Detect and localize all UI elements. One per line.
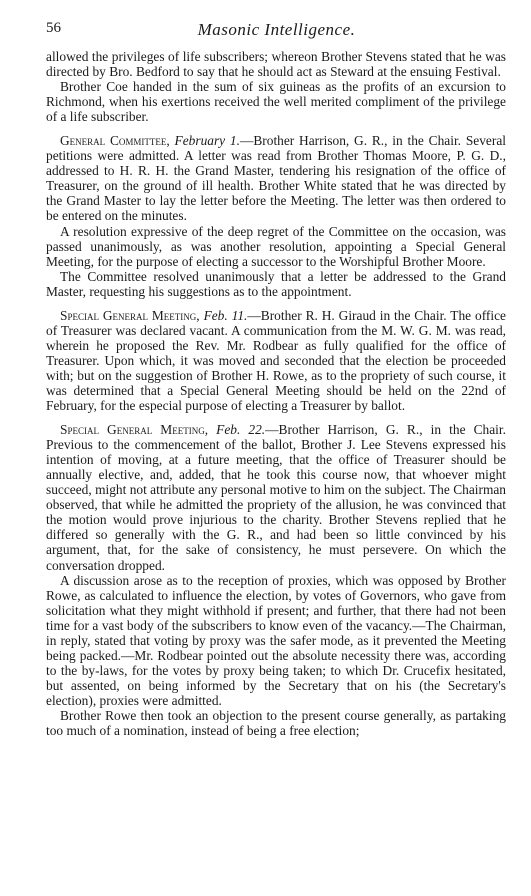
paragraph-text: —Brother Harrison, G. R., in the Chair. Several petitions were admitted. A letter was read from Brother Thomas Moore, P. G. D., addressed to H. R. H. the Grand Master, tendering his resignation of the office of Treasurer, on the ground of ill health. Brother White stated that he was directed by the Grand Master to lay the letter before the Meeting. The letter was then ordered to be entered on the minutes. [46,133,506,224]
paragraph-text: A resolution expressive of the deep regret of the Committee on the occasion, was passed unanimously, as was another resolution, appointing a Special General Meeting, for the purpose of electing a successor to the Worshipful Brother Moore. [46,223,506,269]
paragraph-text: A discussion arose as to the reception of proxies, which was opposed by Brother Rowe, as calculated to influence the election, by votes of Governors, who gave from solicitation what they might withhold if present; and further, that there had not been time for a vast body of the subscribers to know even of the vacancy.—The Chairman, in reply, stated that voting by proxy was the safer mode, as it prevented the Meeting being packed.—Mr. Rodbear pointed out the absolute necessity there was, according to the by-laws, for the votes by proxy being taken; to which Dr. Crucefix hesitated, but assented, on being informed by the Secretary that on his (the Secretary's election), proxies were admitted. [46,572,506,708]
paragraph [46,133,506,223]
section-heading: Special General Meeting, [60,422,209,438]
paragraph [46,308,506,413]
meeting-date: Feb. 11. [203,307,248,323]
section-heading: Special General Meeting, [60,307,200,323]
page-number: 56 [46,20,61,36]
paragraph-text: Brother Rowe then took an objection to the present course generally, as partaking too much of a nomination, instead of being a free election; [46,707,506,739]
section-heading: General Committee, [60,133,170,149]
page-header [46,20,507,44]
paragraph-text: —Brother Harrison, G. R., in the Chair. Previous to the commencement of the ballot, Brother J. Lee Stevens expressed his intention of moving, at a future meeting, that the office of Treasurer should be annually elective, and, added, that he took this course now, that whoever might succeed, might not attribute any personal motive to him on the subject. The Chairman observed, that while he admitted the propriety of the allusion, he was convinced that the motion would prove injurious to the charity. Brother Stevens replied that he differed so generally with the G. R., and had been so little convinced by his argument, that, for the sake of consistency, he must persevere. On which the conversation dropped. [46,422,506,573]
paragraph-text: Brother Coe handed in the sum of six guineas as the profits of an excursion to Richmond, when his exertions received the well merited compliment of the privilege of a life subscriber. [46,79,506,125]
paragraph [46,573,506,708]
paragraph [46,422,506,572]
paragraph [46,708,506,738]
article-body [46,49,506,738]
paragraph-text: allowed the privileges of life subscribers; whereon Brother Stevens stated that he was directed by Bro. Bedford to say that he should act as Steward at the ensuing Festival. [46,49,506,80]
meeting-date: February 1. [174,133,240,149]
meeting-date: Feb. 22. [216,422,266,438]
paragraph [46,79,506,124]
paragraph-text: The Committee resolved unanimously that a letter be addressed to the Grand Master, requesting his suggestions as to the appointment. [46,268,506,299]
paragraph [46,224,506,269]
running-title: Masonic Intelligence. [197,20,356,39]
paragraph-text: —Brother R. H. Giraud in the Chair. The office of Treasurer was declared vacant. A communication from the M. W. G. M. was read, wherein he proposed the Rev. Mr. Rodbear as fully qualified for the office of Treasurer. Upon which, it was moved and seconded that the election be proceeded with; but on the suggestion of Brother H. Rowe, as to the propriety of such course, it was determined that a Special General Meeting should be held on the 22nd of February, for the especial purpose of electing a Treasurer by ballot. [46,307,506,414]
paragraph [46,269,506,299]
paragraph [46,49,506,79]
